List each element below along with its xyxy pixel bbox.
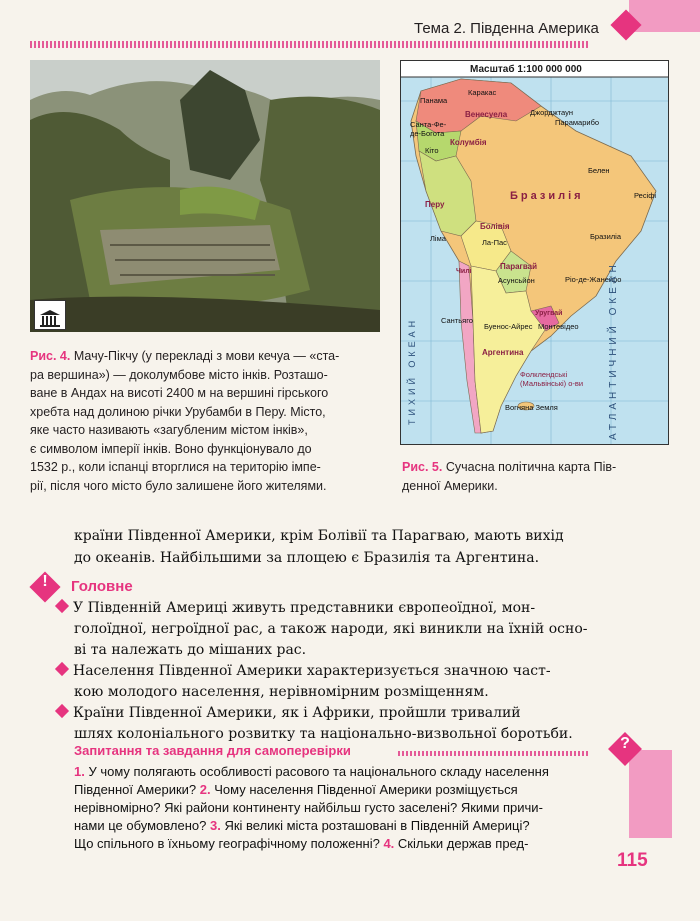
map-city-label: Ресіфі bbox=[634, 191, 657, 200]
map-city-label: Сантьяго bbox=[441, 316, 473, 325]
map-country-label: Чилі bbox=[456, 268, 472, 275]
map-country-label: Колумбія bbox=[450, 138, 487, 147]
caption-line: Сучасна політична карта Пів- bbox=[445, 460, 617, 474]
summary-bullet: Країни Південної Америки, як і Африки, пройшли тривалий bbox=[57, 705, 521, 721]
questions-rule bbox=[398, 751, 590, 756]
summary-bullet-cont: голоїдної, негроїдної рас, а також народи, які виникли на їхній осно- bbox=[74, 621, 588, 637]
figure-4-caption bbox=[30, 347, 382, 495]
map-city-label: Белен bbox=[588, 166, 610, 175]
map-country-label: Венесуела bbox=[465, 110, 508, 119]
map-country-label: Уругвай bbox=[535, 310, 563, 317]
map-city-label: Асунсьйон bbox=[498, 276, 535, 285]
map-country-label: Перу bbox=[425, 200, 445, 209]
question-line: 1. У чому полягають особливості расового та національного складу населення bbox=[74, 764, 549, 779]
map-city-label: Кіто bbox=[425, 146, 439, 155]
question-line: Південної Америки? 2. Чому населення Південної Америки розміщується bbox=[74, 782, 518, 797]
caption-line: є символом імперії інків. Воно функціонувало до bbox=[30, 441, 312, 456]
question-line: нерівномірно? Які райони континенту найбільш густо заселені? Якими причи- bbox=[74, 800, 543, 815]
bullet-icon bbox=[55, 599, 69, 613]
bullet-icon bbox=[55, 704, 69, 718]
summary-bullet: Населення Південної Америки характеризується значною част- bbox=[57, 663, 551, 679]
figure-5-caption bbox=[402, 458, 672, 495]
map-city-label: Санта-Фе-де-Богота bbox=[410, 120, 447, 138]
map-city-label: Панама bbox=[420, 96, 448, 105]
map-city-label: Бразиліа bbox=[590, 232, 622, 241]
map-country-label: Парагвай bbox=[500, 262, 538, 271]
caption-line: рії, після чого місто було залишене його жителями. bbox=[30, 478, 327, 493]
side-tab bbox=[629, 750, 672, 838]
questions-heading: Запитання та завдання для самоперевірки bbox=[74, 743, 351, 758]
map-city-label: Парамарибо bbox=[555, 118, 600, 127]
map-city-label: Джорджтаун bbox=[530, 108, 573, 117]
corner-tab bbox=[629, 0, 700, 32]
caption-line: денної Америки. bbox=[402, 478, 498, 493]
summary-bullet-cont: шлях колоніального розвитку та національно-визвольної боротьби. bbox=[74, 726, 573, 742]
map-city-label: Ла-Пас bbox=[482, 238, 507, 247]
map-city-label: Буенос-Айрес bbox=[484, 322, 533, 331]
caption-line: Мачу-Пікчу (у перекладі з мови кечуа — «ста- bbox=[73, 349, 340, 363]
body-line: країни Південної Америки, крім Болівії та Парагваю, мають вихід bbox=[74, 528, 564, 544]
caption-line: 1532 р., коли іспанці вторглися на територію імпе- bbox=[30, 460, 321, 474]
question-line: Що спільного в їхньому географічному положенні? 4. Скільки держав пред- bbox=[74, 836, 529, 851]
figure-4-label: Рис. 4. bbox=[30, 349, 71, 363]
map-ocean-label: ТИХИЙ ОКЕАН bbox=[407, 316, 417, 425]
machu-picchu-photo bbox=[30, 60, 380, 332]
map-city-label: Ріо-де-Жанейро bbox=[565, 275, 622, 284]
caption-line: яке часто називають «загубленим містом інків», bbox=[30, 423, 308, 437]
summary-bullet: У Південній Америці живуть представники європеоїдної, мон- bbox=[57, 600, 535, 616]
question-line: нами це обумовлено? 3. Які великі міста розташовані в Південній Америці? bbox=[74, 818, 530, 833]
body-line: до океанів. Найбільшими за площею є Бразилія та Аргентина. bbox=[74, 550, 540, 566]
question-mark: ? bbox=[620, 735, 630, 752]
header-rule bbox=[30, 41, 590, 48]
map-country-label: Бразилія bbox=[510, 190, 584, 202]
summary-bullet-cont: кою молодого населення, нерівномірним розміщенням. bbox=[74, 684, 489, 700]
map-city-label: Каракас bbox=[468, 88, 497, 97]
map-country-label: Болівія bbox=[480, 222, 510, 231]
caption-line: хребта над долиною річки Урубамби в Перу. Місто, bbox=[30, 404, 326, 419]
summary-heading: Головне bbox=[71, 578, 133, 595]
map-city-label: Ліма bbox=[430, 234, 446, 243]
caption-line: ване в Андах на висоті 2400 м на вершині гірського bbox=[30, 386, 329, 400]
map-island-label: Фолклендські (Мальвінські) о-ви bbox=[520, 370, 584, 388]
map-island-label: Вогняна Земля bbox=[505, 403, 558, 412]
bullet-icon bbox=[55, 662, 69, 676]
map-scale-label: Масштаб 1:100 000 000 bbox=[470, 64, 582, 75]
figure-5-label: Рис. 5. bbox=[402, 460, 443, 474]
exclamation-mark: ! bbox=[42, 573, 48, 590]
summary-bullet-cont: ві та належать до мішаних рас. bbox=[74, 642, 307, 658]
running-header: Тема 2. Південна Америка bbox=[414, 20, 599, 37]
unesco-logo-icon bbox=[34, 300, 66, 330]
caption-line: ра вершина») — доколумбове місто інків. Розташо- bbox=[30, 367, 328, 382]
map-city-label: Монтевідео bbox=[538, 322, 579, 331]
map-ocean-label: АТЛАНТИЧНИЙ ОКЕАН bbox=[608, 261, 619, 440]
page-number: 115 bbox=[617, 850, 648, 871]
map-country-label: Аргентина bbox=[482, 348, 524, 357]
